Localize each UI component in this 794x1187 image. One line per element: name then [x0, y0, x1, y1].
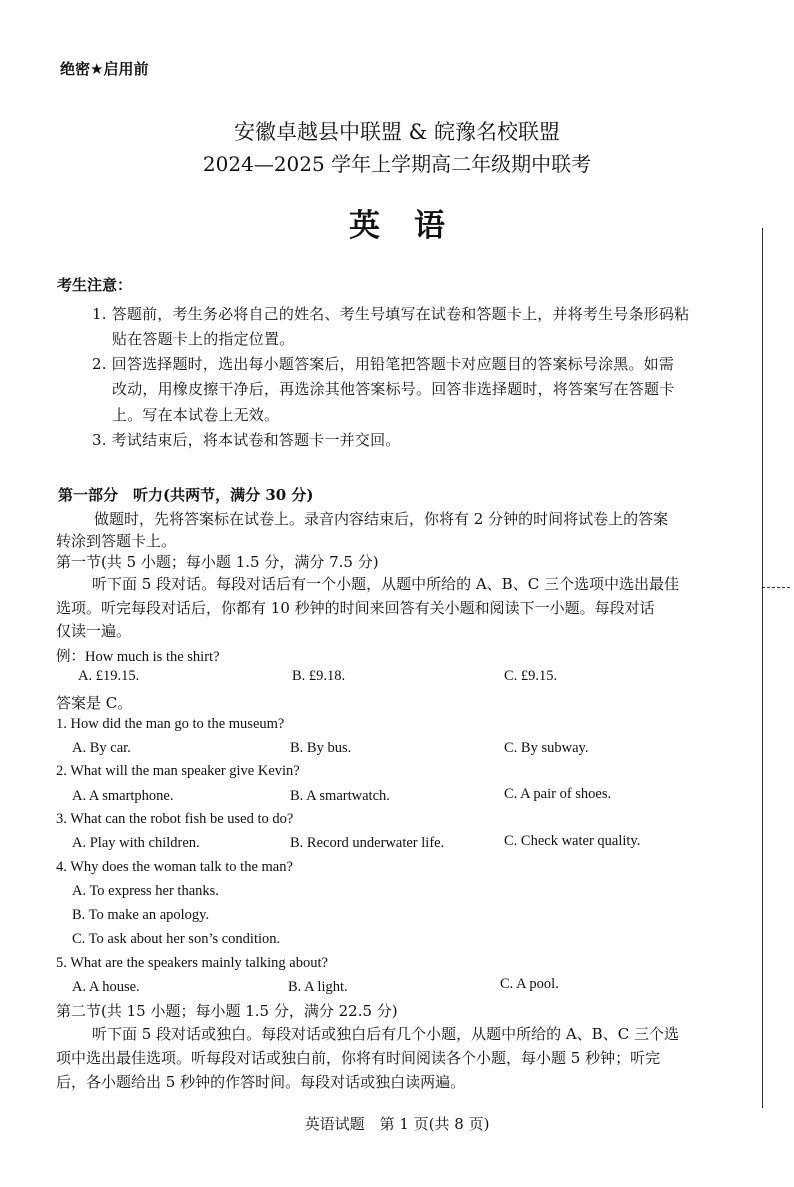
question-1-option-c: C. By subway.: [504, 740, 589, 756]
question-4-option-b: B. To make an apology.: [72, 907, 210, 923]
section2-intro-line: 听下面 5 段对话或独白。每段对话或独白后有几个小题，从题中所给的 A、B、C 三个选: [92, 1025, 679, 1043]
question-1-option-a: A. By car.: [72, 740, 131, 756]
notice-heading: 考生注意：: [57, 276, 133, 294]
question-1-option-b: B. By bus.: [290, 740, 352, 756]
question-4: 4. Why does the woman talk to the man?: [56, 859, 293, 875]
question-3-option-c: C. Check water quality.: [504, 833, 641, 849]
part1-intro-line: 做题时，先将答案标在试卷上。录音内容结束后，你将有 2 分钟的时间将试卷上的答案: [94, 510, 669, 528]
question-4-option-a: A. To express her thanks.: [72, 883, 219, 899]
example-option-a: A. £19.15.: [78, 668, 140, 684]
notice-line: 1. 答题前，考生务必将自己的姓名、考生号填写在试卷和答题卡上，并将考生号条形码粘: [92, 305, 690, 323]
section2-intro-line: 项中选出最佳选项。听每段对话或独白前，你将有时间阅读各个小题，每小题 5 秒钟；听完: [56, 1049, 661, 1067]
question-5-option-c: C. A pool.: [500, 976, 559, 992]
question-5-option-a: A. A house.: [72, 979, 140, 995]
question-5-option-b: B. A light.: [288, 979, 348, 995]
part1-intro-line: 转涂到答题卡上。: [56, 532, 177, 550]
question-2-option-b: B. A smartwatch.: [290, 788, 390, 804]
example-answer: 答案是 C。: [56, 694, 133, 712]
question-2-option-c: C. A pair of shoes.: [504, 786, 612, 802]
secret-mark: 绝密★启用前: [60, 60, 149, 78]
page-footer: 英语试题 第 1 页(共 8 页): [304, 1115, 490, 1133]
notice-line: 3. 考试结束后，将本试卷和答题卡一并交回。: [92, 431, 401, 449]
binding-margin-dash: [762, 587, 790, 588]
notice-line: 贴在答题卡上的指定位置。: [112, 330, 295, 348]
example-option-b: B. £9.18.: [292, 668, 346, 684]
section1-intro-line: 仅读一遍。: [56, 622, 132, 640]
question-2-option-a: A. A smartphone.: [72, 788, 174, 804]
exam-title-line2: 2024—2025 学年上学期高二年级期中联考: [202, 152, 592, 176]
section1-heading: 第一节(共 5 小题；每小题 1.5 分，满分 7.5 分): [56, 553, 379, 571]
part1-heading: 第一部分 听力(共两节，满分 30 分): [58, 486, 314, 504]
section1-intro-line: 选项。听完每段对话后，你都有 10 秒钟的时间来回答有关小题和阅读下一小题。每段对话: [56, 599, 655, 617]
question-4-option-c: C. To ask about her son’s condition.: [72, 931, 281, 947]
subject-title: 英语: [349, 208, 479, 244]
notice-line: 改动，用橡皮擦干净后，再选涂其他答案标号。回答非选择题时，将答案写在答题卡: [112, 380, 675, 398]
question-2: 2. What will the man speaker give Kevin?: [56, 763, 300, 779]
section1-intro-line: 听下面 5 段对话。每段对话后有一个小题，从题中所给的 A、B、C 三个选项中选出最佳: [92, 575, 679, 593]
notice-line: 上。写在本试卷上无效。: [112, 406, 280, 424]
binding-margin-line: [762, 228, 763, 1108]
question-3-option-b: B. Record underwater life.: [290, 835, 445, 851]
section2-intro-line: 后，各小题给出 5 秒钟的作答时间。每段对话或独白读两遍。: [56, 1073, 466, 1091]
section2-heading: 第二节(共 15 小题；每小题 1.5 分，满分 22.5 分): [56, 1002, 398, 1020]
exam-title-line1: 安徽卓越县中联盟 & 皖豫名校联盟: [233, 120, 561, 144]
question-1: 1. How did the man go to the museum?: [56, 716, 285, 732]
question-5: 5. What are the speakers mainly talking about?: [56, 955, 328, 971]
example-question: 例：How much is the shirt?: [56, 649, 220, 665]
question-3: 3. What can the robot fish be used to do?: [56, 811, 294, 827]
question-3-option-a: A. Play with children.: [72, 835, 200, 851]
example-option-c: C. £9.15.: [504, 668, 558, 684]
notice-line: 2. 回答选择题时，选出每小题答案后，用铅笔把答题卡对应题目的答案标号涂黑。如需: [92, 355, 675, 373]
